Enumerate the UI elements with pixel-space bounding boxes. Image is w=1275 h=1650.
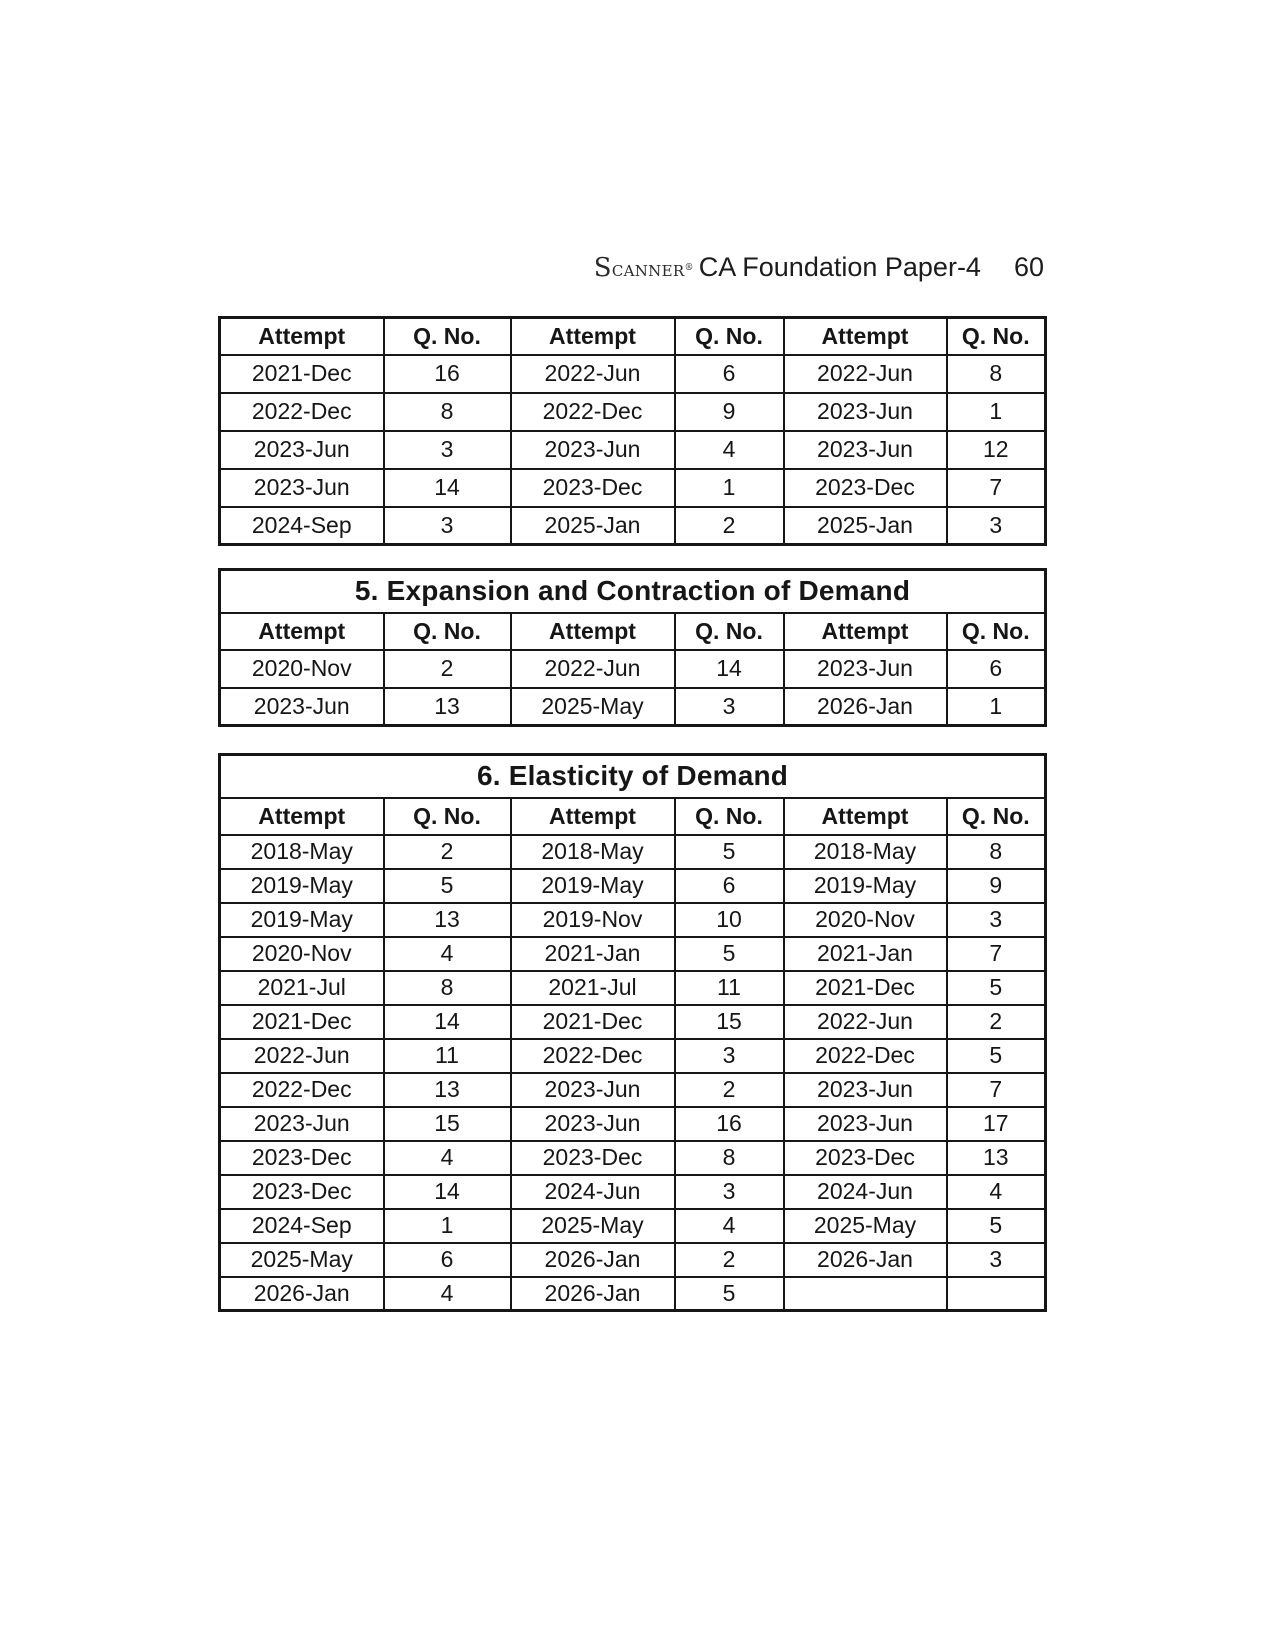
table-row	[220, 1073, 1046, 1107]
table-cell: 2023-Dec	[220, 1141, 384, 1175]
table-cell: 16	[384, 355, 511, 393]
table-cell: 13	[947, 1141, 1046, 1175]
table-cell: 8	[384, 393, 511, 431]
table-cell: 2023-Jun	[220, 1107, 384, 1141]
column-header: Attempt	[220, 613, 384, 650]
table-cell: 2021-Jan	[784, 937, 947, 971]
expansion-contraction-of-demand-table	[218, 568, 1047, 727]
table-cell: 2022-Jun	[511, 650, 675, 688]
table-cell: 5	[384, 869, 511, 903]
column-header: Attempt	[511, 318, 675, 355]
table-cell: 14	[675, 650, 784, 688]
table-row	[220, 1209, 1046, 1243]
table-cell: 14	[384, 469, 511, 507]
table-row	[220, 650, 1046, 688]
table-cell: 4	[384, 1277, 511, 1311]
table-cell: 2023-Dec	[784, 1141, 947, 1175]
table-row	[220, 1141, 1046, 1175]
table-cell: 2023-Jun	[784, 650, 947, 688]
table-cell: 2018-May	[784, 835, 947, 869]
table-cell: 2026-Jan	[511, 1243, 675, 1277]
table-row	[220, 869, 1046, 903]
table-cell: 15	[675, 1005, 784, 1039]
table-cell: 3	[947, 1243, 1046, 1277]
table-cell: 2	[675, 1073, 784, 1107]
table-cell: 2025-May	[220, 1243, 384, 1277]
table-cell: 2023-Jun	[511, 1073, 675, 1107]
table-cell: 3	[384, 431, 511, 469]
table-cell: 2023-Jun	[220, 688, 384, 726]
table-cell: 7	[947, 937, 1046, 971]
table-row	[220, 688, 1046, 726]
table-cell: 4	[947, 1175, 1046, 1209]
table-cell: 2024-Sep	[220, 507, 384, 545]
table-cell: 3	[675, 1175, 784, 1209]
table-cell: 11	[384, 1039, 511, 1073]
table-cell: 13	[384, 903, 511, 937]
table-row	[220, 1175, 1046, 1209]
table-cell: 9	[947, 869, 1046, 903]
table-cell: 1	[947, 393, 1046, 431]
table-cell: 1	[384, 1209, 511, 1243]
table-cell: 2	[675, 507, 784, 545]
table-cell: 2018-May	[511, 835, 675, 869]
table-cell: 2025-Jan	[784, 507, 947, 545]
page-title: CA Foundation Paper-4	[698, 252, 981, 282]
table-cell: 17	[947, 1107, 1046, 1141]
table-cell: 9	[675, 393, 784, 431]
table-cell: 2023-Jun	[784, 1073, 947, 1107]
table-cell: 5	[675, 1277, 784, 1311]
table-row	[220, 431, 1046, 469]
table-cell: 7	[947, 469, 1046, 507]
table-cell: 2	[947, 1005, 1046, 1039]
table-cell	[947, 1277, 1046, 1311]
table-cell: 2023-Jun	[784, 1107, 947, 1141]
table-cell: 2022-Jun	[784, 1005, 947, 1039]
table-cell: 3	[947, 903, 1046, 937]
registered-trademark-symbol: ®	[684, 263, 694, 273]
table-cell: 5	[675, 835, 784, 869]
table-cell	[784, 1277, 947, 1311]
table-cell: 2026-Jan	[784, 688, 947, 726]
table-cell: 12	[947, 431, 1046, 469]
table-cell: 5	[947, 1209, 1046, 1243]
table-cell: 5	[947, 1039, 1046, 1073]
table-cell: 2020-Nov	[220, 937, 384, 971]
scanner-brand-logo	[593, 253, 694, 283]
table-row	[220, 1277, 1046, 1311]
table-cell: 2021-Dec	[220, 355, 384, 393]
table-cell: 3	[675, 688, 784, 726]
column-header: Q. No.	[947, 613, 1046, 650]
table-cell: 2022-Jun	[784, 355, 947, 393]
column-header: Attempt	[784, 798, 947, 835]
table-cell: 5	[947, 971, 1046, 1005]
table-row	[220, 507, 1046, 545]
attempt-table-continuation	[218, 316, 1047, 546]
column-header: Attempt	[220, 798, 384, 835]
table-cell: 4	[384, 937, 511, 971]
table-cell: 2022-Jun	[220, 1039, 384, 1073]
table-cell: 2023-Jun	[220, 431, 384, 469]
table-cell: 2023-Jun	[511, 431, 675, 469]
table-cell: 2024-Sep	[220, 1209, 384, 1243]
table-row	[220, 469, 1046, 507]
column-header: Q. No.	[384, 613, 511, 650]
column-header: Q. No.	[675, 613, 784, 650]
table-cell: 13	[384, 688, 511, 726]
table-cell: 1	[947, 688, 1046, 726]
table-cell: 2019-May	[220, 903, 384, 937]
table-cell: 3	[947, 507, 1046, 545]
table-cell: 2025-Jan	[511, 507, 675, 545]
table-cell: 13	[384, 1073, 511, 1107]
table-cell: 11	[675, 971, 784, 1005]
table-cell: 2022-Jun	[511, 355, 675, 393]
table-cell: 2022-Dec	[511, 393, 675, 431]
table-cell: 8	[384, 971, 511, 1005]
table-row	[220, 1039, 1046, 1073]
column-header: Attempt	[220, 318, 384, 355]
table-cell: 2023-Dec	[220, 1175, 384, 1209]
table-cell: 2021-Dec	[784, 971, 947, 1005]
table-cell: 2025-May	[511, 688, 675, 726]
table-cell: 6	[675, 355, 784, 393]
table-cell: 2023-Jun	[784, 393, 947, 431]
table-cell: 2021-Dec	[511, 1005, 675, 1039]
table-cell: 8	[675, 1141, 784, 1175]
table-cell: 2023-Jun	[511, 1107, 675, 1141]
page-content	[218, 0, 1044, 1312]
table-cell: 6	[675, 869, 784, 903]
table-cell: 2026-Jan	[784, 1243, 947, 1277]
table-cell: 2019-May	[220, 869, 384, 903]
table-row	[220, 903, 1046, 937]
table-row	[220, 971, 1046, 1005]
table-cell: 2022-Dec	[784, 1039, 947, 1073]
table-row	[220, 393, 1046, 431]
table-cell: 2	[675, 1243, 784, 1277]
table-cell: 6	[384, 1243, 511, 1277]
table-cell: 6	[947, 650, 1046, 688]
table-cell: 5	[675, 937, 784, 971]
table-cell: 2	[384, 650, 511, 688]
table-cell: 2023-Dec	[784, 469, 947, 507]
column-header: Attempt	[784, 318, 947, 355]
table-cell: 15	[384, 1107, 511, 1141]
column-header: Q. No.	[947, 798, 1046, 835]
table-row	[220, 1107, 1046, 1141]
table-cell: 2018-May	[220, 835, 384, 869]
table-cell: 8	[947, 835, 1046, 869]
table-cell: 2022-Dec	[220, 1073, 384, 1107]
table-cell: 2020-Nov	[784, 903, 947, 937]
table-cell: 2020-Nov	[220, 650, 384, 688]
table-cell: 2024-Jun	[784, 1175, 947, 1209]
table-row	[220, 835, 1046, 869]
table-cell: 2024-Jun	[511, 1175, 675, 1209]
elasticity-of-demand-table	[218, 753, 1047, 1312]
table-cell: 2	[384, 835, 511, 869]
table-cell: 2019-May	[511, 869, 675, 903]
table-cell: 2026-Jan	[220, 1277, 384, 1311]
table-title: 6. Elasticity of Demand	[220, 755, 1046, 798]
brand-initial: S	[593, 253, 612, 283]
column-header: Attempt	[511, 798, 675, 835]
column-header: Attempt	[784, 613, 947, 650]
table-cell: 10	[675, 903, 784, 937]
column-header: Q. No.	[675, 318, 784, 355]
table-cell: 2021-Dec	[220, 1005, 384, 1039]
table-cell: 3	[675, 1039, 784, 1073]
table-cell: 8	[947, 355, 1046, 393]
table-row	[220, 1243, 1046, 1277]
table-cell: 14	[384, 1175, 511, 1209]
table-cell: 2022-Dec	[220, 393, 384, 431]
brand-rest: CANNER	[611, 262, 685, 280]
table-header-row	[220, 318, 1046, 355]
table-row	[220, 355, 1046, 393]
table-row	[220, 1005, 1046, 1039]
table-cell: 2021-Jan	[511, 937, 675, 971]
table-cell: 2023-Jun	[784, 431, 947, 469]
table-cell: 2021-Jul	[511, 971, 675, 1005]
column-header: Q. No.	[384, 318, 511, 355]
table-cell: 2019-May	[784, 869, 947, 903]
table-cell: 7	[947, 1073, 1046, 1107]
table-header-row	[220, 613, 1046, 650]
table-cell: 2025-May	[511, 1209, 675, 1243]
table-title: 5. Expansion and Contraction of Demand	[220, 570, 1046, 613]
table-cell: 2025-May	[784, 1209, 947, 1243]
table-cell: 2021-Jul	[220, 971, 384, 1005]
table-cell: 2026-Jan	[511, 1277, 675, 1311]
table-cell: 2019-Nov	[511, 903, 675, 937]
table-cell: 16	[675, 1107, 784, 1141]
table-cell: 2023-Dec	[511, 1141, 675, 1175]
table-cell: 2023-Dec	[511, 469, 675, 507]
column-header: Q. No.	[384, 798, 511, 835]
table-cell: 3	[384, 507, 511, 545]
table-cell: 4	[675, 431, 784, 469]
table-row	[220, 937, 1046, 971]
table-header-row	[220, 798, 1046, 835]
table-cell: 4	[675, 1209, 784, 1243]
table-cell: 2023-Jun	[220, 469, 384, 507]
column-header: Attempt	[511, 613, 675, 650]
column-header: Q. No.	[675, 798, 784, 835]
column-header: Q. No.	[947, 318, 1046, 355]
table-cell: 4	[384, 1141, 511, 1175]
page-number: 60	[1013, 252, 1044, 282]
table-cell: 2022-Dec	[511, 1039, 675, 1073]
table-cell: 1	[675, 469, 784, 507]
table-cell: 14	[384, 1005, 511, 1039]
page-header	[218, 250, 1044, 288]
